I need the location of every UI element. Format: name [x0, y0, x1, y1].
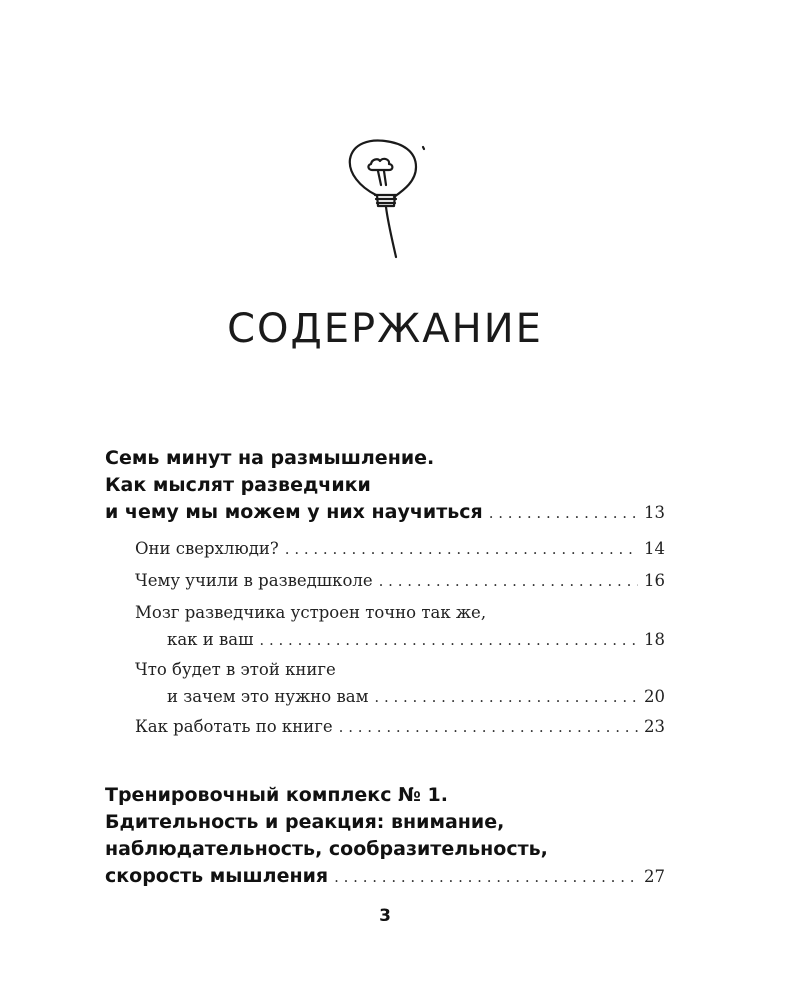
dot-leader — [489, 500, 638, 527]
toc-entry-line: Что будет в этой книге — [135, 660, 336, 679]
toc-page-number: 23 — [644, 717, 665, 736]
toc-entry-line: Как работать по книге — [135, 717, 333, 736]
page-title: СОДЕРЖАНИЕ — [227, 306, 543, 352]
toc-page-number: 16 — [644, 571, 665, 590]
toc-entry-sub4[interactable] — [105, 656, 665, 710]
toc-entry-sub1[interactable] — [105, 535, 665, 562]
toc-entry-sub5[interactable] — [105, 713, 665, 740]
toc-page-number: 20 — [644, 687, 665, 706]
toc-entry-line: и чему мы можем у них научиться — [105, 501, 483, 523]
toc-entry-leader-line — [105, 863, 665, 890]
toc-entry-part2[interactable] — [105, 782, 665, 890]
toc-entry-leader-line — [105, 499, 665, 526]
dot-leader — [379, 568, 638, 595]
toc-entry-line: как и ваш — [167, 630, 254, 649]
toc-entry-line: Тренировочный комплекс № 1. — [105, 784, 448, 806]
toc-entry-line: наблюдательность, сообразительность, — [105, 838, 548, 860]
dot-leader — [339, 714, 638, 741]
toc-page-number: 14 — [644, 539, 665, 558]
toc-entry-leader-line — [105, 713, 665, 740]
toc-page-number: 27 — [644, 867, 665, 886]
toc-entry-line: скорость мышления — [105, 865, 329, 887]
toc-entry-line: Семь минут на размышление. — [105, 447, 435, 469]
toc-entry-leader-line — [105, 626, 665, 653]
toc-entry-leader-line — [105, 567, 665, 594]
page-number: 3 — [379, 906, 391, 926]
dot-leader — [259, 627, 638, 654]
toc-entry-leader-line — [105, 683, 665, 710]
lightbulb-cloud-icon — [330, 135, 440, 265]
toc-entry-line: Бдительность и реакция: внимание, — [105, 811, 505, 833]
toc-page-number: 13 — [644, 503, 665, 522]
toc-entry-line: Чему учили в разведшколе — [135, 571, 373, 590]
toc-entry-sub3[interactable] — [105, 599, 665, 653]
toc-entry-leader-line — [105, 535, 665, 562]
toc-entry-line: Мозг разведчика устроен точно так же, — [135, 603, 487, 622]
toc-entry-line: Они сверхлюди? — [135, 539, 279, 558]
dot-leader — [374, 684, 638, 711]
dot-leader — [285, 536, 638, 563]
toc-entry-sub2[interactable] — [105, 567, 665, 594]
toc-entry-part1[interactable] — [105, 445, 665, 526]
toc-entry-line: и зачем это нужно вам — [167, 687, 369, 706]
toc-entry-line: Как мыслят разведчики — [105, 474, 371, 496]
dot-leader — [334, 864, 638, 891]
toc-page-number: 18 — [644, 630, 665, 649]
